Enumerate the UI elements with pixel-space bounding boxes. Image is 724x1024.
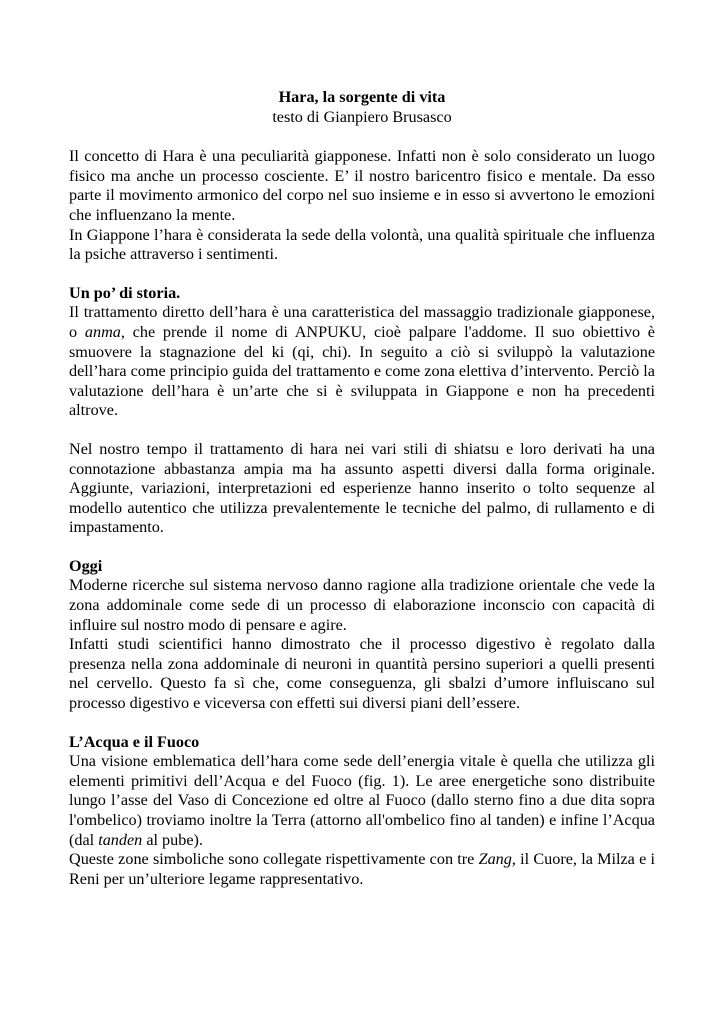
- acqua-paragraph-1: [69, 752, 655, 850]
- italic-term: anma: [84, 322, 121, 341]
- italic-term: Zang: [478, 850, 512, 869]
- text-run: Il trattamento diretto dell’hara è una caratteristica del massaggio tradizionale giapponese, o: [69, 303, 655, 341]
- text-run: , il Cuore, la Milza e i Reni per un’ulteriore legame rappresentativo.: [69, 850, 655, 888]
- section-heading-acqua-fuoco: L’Acqua e il Fuoco: [69, 732, 200, 751]
- section-heading-storia: Un po’ di storia.: [69, 283, 181, 302]
- storia-paragraph-1: [69, 303, 655, 421]
- document-body: [69, 88, 655, 889]
- text-run: , che prende il nome di ANPUKU, cioè palpare l'addome. Il suo obiettivo è smuovere la stagnazione del ki (qi, chi). In seguito a ciò si sviluppò la valutazione dell’hara come principio guida del trattamento e come zona elettiva d’intervento. Perciò la valutazione dell’hara è un’arte che si è sviluppata in Giappone e non ha precedenti altrove.: [69, 322, 655, 420]
- text-run: Una visione emblematica dell’hara come sede dell’energia vitale è quella che utilizza gli elementi primitivi dell’Acqua e del Fuoco (fig. 1). Le aree energetiche sono distribuite lungo l’asse del Vaso di Concezione ed oltre al Fuoco (dallo sterno fino a due dita sopra l'ombelico) troviamo inoltre la Terra (attorno all'ombelico fino al tanden) e infine l’Acqua (dal: [69, 752, 655, 849]
- acqua-paragraph-2: [69, 850, 655, 889]
- oggi-paragraph-1: Moderne ricerche sul sistema nervoso danno ragione alla tradizione orientale che vede la zona addominale come sede di un processo di elaborazione inconscio con capacità di influire sul nostro modo di pensare e agire.: [69, 576, 655, 634]
- section-heading-oggi: Oggi: [69, 556, 103, 575]
- intro-paragraph-2: In Giappone l’hara è considerata la sede della volontà, una qualità spirituale che influenza la psiche attraverso i sentimenti.: [69, 225, 655, 264]
- document-subtitle: testo di Gianpiero Brusasco: [272, 107, 452, 126]
- intro-paragraph-1: Il concetto di Hara è una peculiarità giapponese. Infatti non è solo considerato un luogo fisico ma anche un processo cosciente. E’ il nostro baricentro fisico e mentale. Da esso parte il movimento armonico del corpo nel suo insieme e in esso si avvertono le emozioni che influenzano la mente.: [69, 147, 655, 224]
- italic-term: tanden: [98, 830, 143, 849]
- oggi-paragraph-2: Infatti studi scientifici hanno dimostrato che il processo digestivo è regolato dalla presenza nella zona addominale di neuroni in quantità persino superiori a quelli presenti nel cervello. Questo fa sì che, come conseguenza, gli sbalzi d’umore influiscano sul processo digestivo e viceversa con effetti sui diversi piani dell’essere.: [69, 635, 655, 713]
- storia-paragraph-2: Nel nostro tempo il trattamento di hara nei vari stili di shiatsu e loro derivati ha una connotazione abbastanza ampia ma ha assunto aspetti diversi dalla forma originale. Aggiunte, variazioni, interpretazioni ed esperienze hanno inserito o tolto sequenze al modello autentico che utilizza prevalentemente le tecniche del palmo, di rullamento e di impastamento.: [69, 439, 655, 537]
- document-title: Hara, la sorgente di vita: [278, 88, 446, 106]
- text-run: al pube).: [142, 830, 203, 849]
- text-run: Queste zone simboliche sono collegate rispettivamente con tre: [69, 850, 479, 869]
